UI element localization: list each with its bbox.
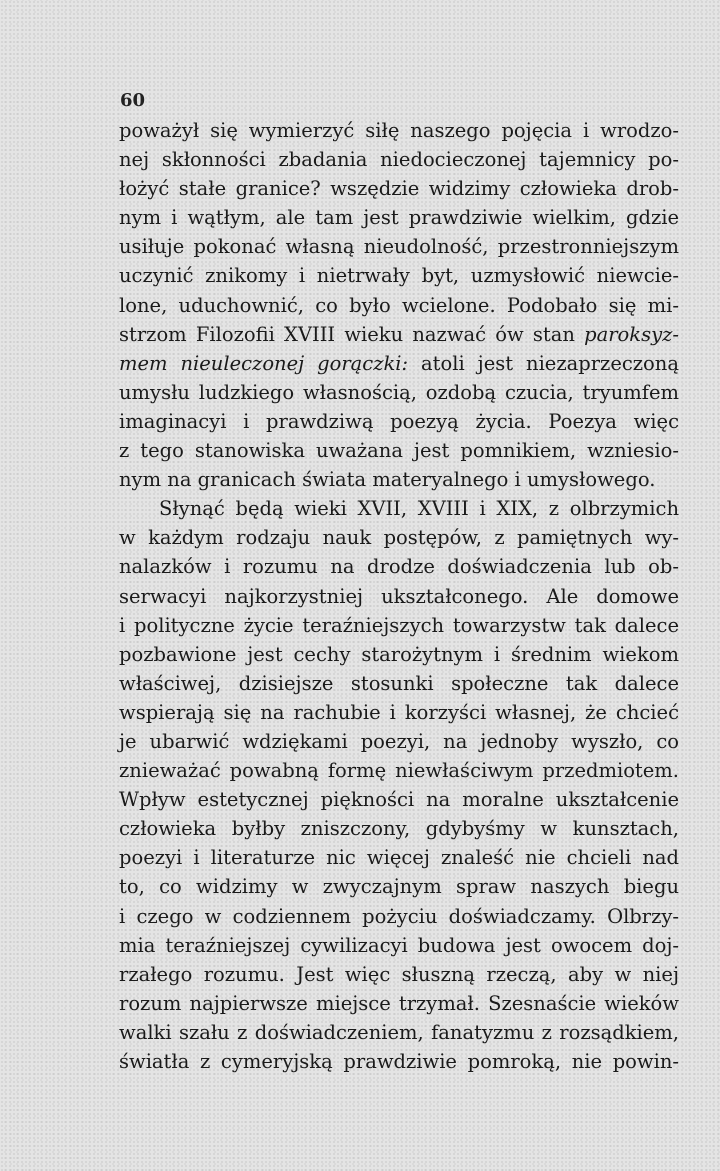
text-line	[119, 756, 679, 785]
text-line	[119, 872, 679, 901]
line-text: walki szału z doświadczeniem, fanatyzmu z rozsądkiem,	[119, 1020, 679, 1044]
text-line	[119, 902, 679, 931]
text-line	[119, 232, 679, 261]
line-text: to, co widzimy w zwyczajnym spraw naszych biegu	[119, 875, 679, 899]
text-line	[119, 378, 679, 407]
line-text: nym na granicach świata materyalnego i umysłowego.	[119, 468, 656, 492]
line-text: w każdym rodzaju nauk postępów, z pamiętnych wy-	[119, 526, 679, 550]
line-text: rozum najpierwsze miejsce trzymał. Szesnaście wieków	[119, 991, 679, 1015]
line-text: umysłu ludzkiego własnością, ozdobą czucia, tryumfem	[119, 380, 679, 404]
line-text: imaginacyi i prawdziwą poezyą życia. Poezya więc	[119, 409, 679, 433]
line-text: znieważać powabną formę niewłaściwym przedmiotem.	[119, 759, 679, 783]
line-text: i polityczne życie teraźniejszych towarzystw tak dalece	[119, 613, 679, 637]
line-text: światła z cymeryjską prawdziwie pomroką, nie powin-	[119, 1050, 679, 1073]
text-line	[119, 960, 679, 989]
text-line	[119, 814, 679, 843]
text-line	[119, 1018, 679, 1047]
line-text: lone, uduchownić, co było wcielone. Podobało się mi-	[119, 293, 679, 317]
line-text: z tego stanowiska uważana jest pomnikiem, wzniesio-	[119, 439, 679, 463]
text-line	[119, 203, 679, 232]
line-text: Słynąć będą wieki XVII, XVIII i XIX, z olbrzymich	[159, 497, 679, 521]
text-line	[119, 843, 679, 872]
line-text: uczynić znikomy i nietrwały byt, uzmysłowić niewcie-	[119, 264, 679, 288]
body-text	[119, 116, 679, 1076]
text-line	[119, 407, 679, 436]
page-number: 60	[120, 90, 146, 111]
line-text: nalazków i rozumu na drodze doświadczenia lub ob-	[119, 555, 679, 579]
italic-text: mem nieuleczonej gorączki:	[119, 351, 409, 375]
line-text: atoli jest niezaprzeczoną	[408, 351, 679, 375]
text-line	[119, 494, 679, 523]
line-text: łożyć stałe granice? wszędzie widzimy człowieka drob-	[119, 177, 679, 201]
line-text: wspierają się na rachubie i korzyści własnej, że chcieć	[119, 700, 679, 724]
text-line	[119, 320, 679, 349]
line-text: poważył się wymierzyć siłę naszego pojęcia i wrodzo-	[119, 119, 679, 142]
line-text: rzałego rozumu. Jest więc słuszną rzeczą, aby w niej	[119, 962, 679, 986]
text-line	[119, 611, 679, 640]
text-line	[119, 145, 679, 174]
text-line	[119, 727, 679, 756]
line-text: Wpływ estetycznej piękności na moralne ukształcenie	[119, 788, 679, 812]
text-line	[119, 698, 679, 727]
line-text: i czego w codziennem pożyciu doświadczamy. Olbrzy-	[119, 904, 679, 928]
italic-text: paroksyz-	[584, 322, 679, 346]
text-line	[119, 465, 679, 494]
text-line	[119, 174, 679, 203]
text-line	[119, 436, 679, 465]
text-line	[119, 989, 679, 1018]
text-line	[119, 785, 679, 814]
text-line	[119, 116, 679, 145]
line-text: je ubarwić wdziękami poezyi, na jednoby wyszło, co	[119, 729, 679, 753]
text-line	[119, 552, 679, 581]
line-text: mia teraźniejszej cywilizacyi budowa jest owocem doj-	[119, 933, 679, 957]
text-line	[119, 349, 679, 378]
text-line	[119, 669, 679, 698]
line-text: serwacyi najkorzystniej ukształconego. Ale domowe	[119, 584, 679, 608]
text-line	[119, 931, 679, 960]
line-text: pozbawione jest cechy starożytnym i średnim wiekom	[119, 642, 679, 666]
text-line	[119, 523, 679, 552]
line-text: człowieka byłby zniszczony, gdybyśmy w kunsztach,	[119, 817, 679, 841]
line-text: nym i wątłym, ale tam jest prawdziwie wielkim, gdzie	[119, 206, 679, 230]
text-line	[119, 1047, 679, 1076]
text-line	[119, 291, 679, 320]
line-text: właściwej, dzisiejsze stosunki społeczne tak dalece	[119, 671, 679, 695]
line-text: poezyi i literaturze nic więcej znaleść nie chcieli nad	[119, 846, 679, 870]
text-line	[119, 582, 679, 611]
text-line	[119, 261, 679, 290]
line-text: strzom Filozofii XVIII wieku nazwać ów stan	[119, 322, 585, 346]
line-text: nej skłonności zbadania niedocieczonej tajemnicy po-	[119, 148, 679, 172]
text-line	[119, 640, 679, 669]
line-text: usiłuje pokonać własną nieudolność, przestronniejszym	[119, 235, 679, 259]
